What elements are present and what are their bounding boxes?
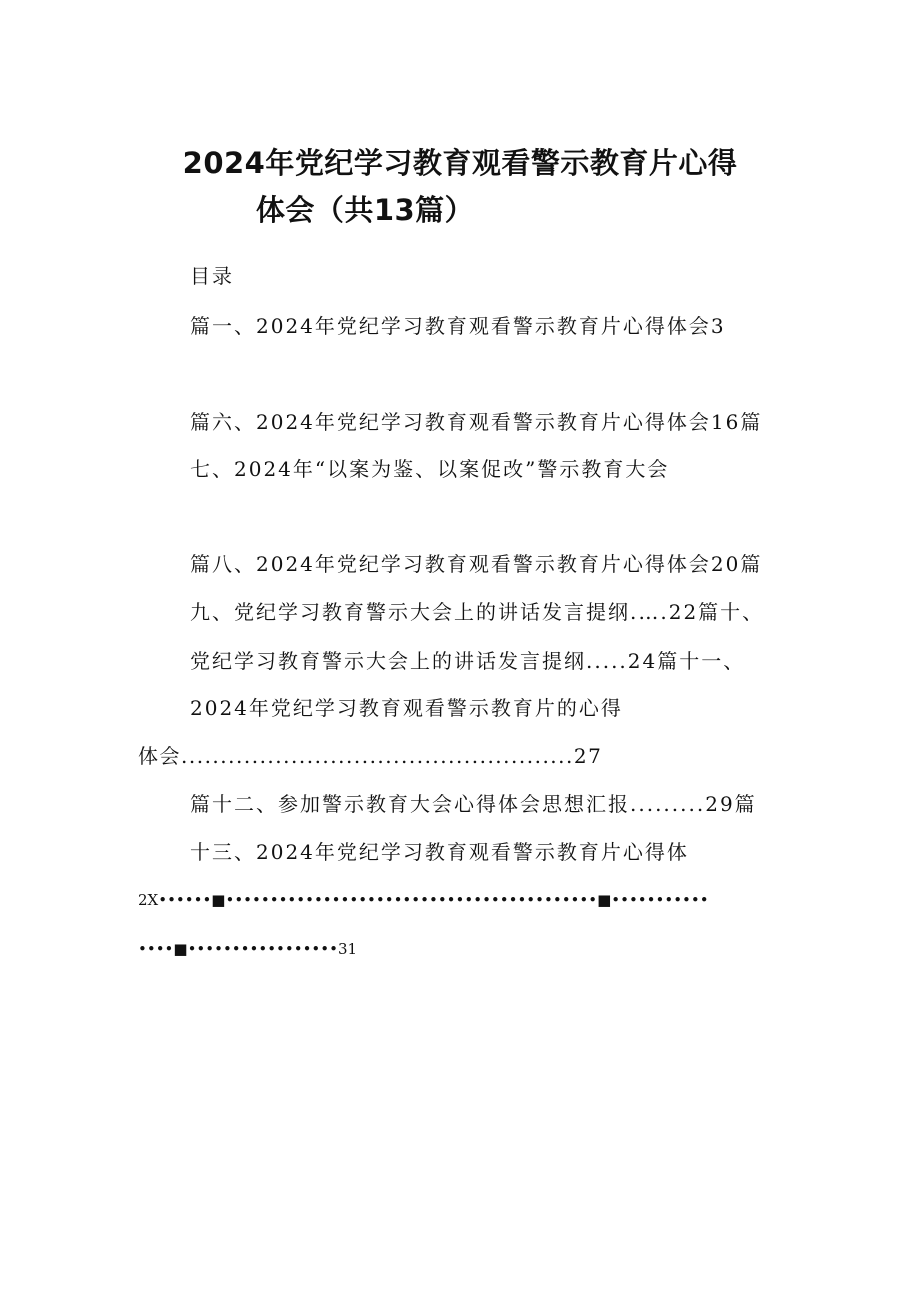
toc-line: 十三、2024年党纪学习教育观看警示教育片心得体 <box>190 840 689 864</box>
toc-heading: 目录 <box>190 264 234 288</box>
toc-line: 体会..................................................27 <box>138 744 603 768</box>
toc-line: ••••■•••••••••••••••••31 <box>138 940 358 958</box>
toc-line: 2X••••••■••••••••••••••••••••••••••••••••••••••••••■••••••••••• <box>138 891 709 909</box>
toc-line: 党纪学习教育警示大会上的讲话发言提纲.....24篇十一、 <box>190 649 746 673</box>
document-title-line-2: 体会（共13篇） <box>255 193 475 227</box>
toc-line: 篇六、2024年党纪学习教育观看警示教育片心得体会16篇 <box>190 410 763 434</box>
toc-line: 篇十二、参加警示教育大会心得体会思想汇报.........29篇 <box>190 792 757 816</box>
toc-line: 篇一、2024年党纪学习教育观看警示教育片心得体会3 <box>190 314 726 338</box>
toc-line: 2024年党纪学习教育观看警示教育片的心得 <box>190 696 623 720</box>
toc-line: 七、2024年“以案为鉴、以案促改”警示教育大会 <box>190 457 670 481</box>
document-title-line-1: 2024年党纪学习教育观看警示教育片心得 <box>182 146 738 180</box>
toc-line: 篇八、2024年党纪学习教育观看警示教育片心得体会20篇 <box>190 552 763 576</box>
toc-line: 九、党纪学习教育警示大会上的讲话发言提纲.….22篇十、 <box>190 600 765 624</box>
